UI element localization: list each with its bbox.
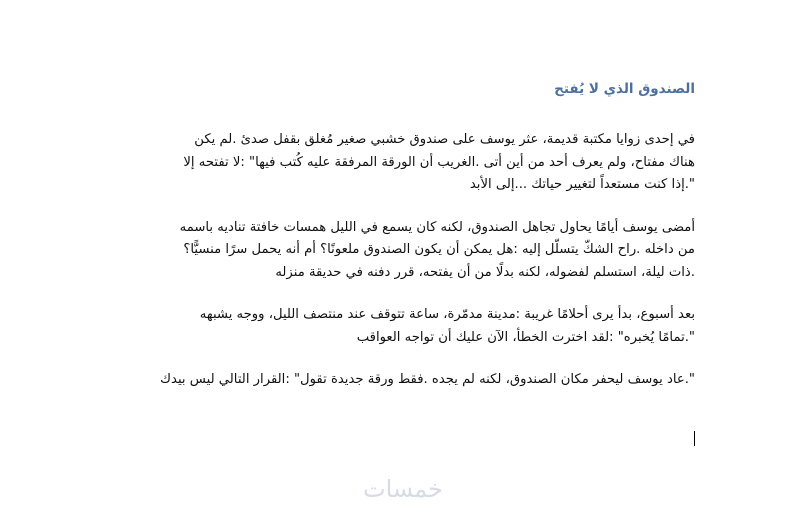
paragraph-1-line-3: ".إذا كنت مستعداً لتغيير حياتك ...إلى الأبد [469, 177, 695, 192]
document-title: الصندوق الذي لا يُفتح [554, 81, 695, 97]
paragraph-3-line-1: بعد أسبوع، بدأ يرى أحلامًا غريبة :مدينة مدمّرة، ساعة تتوقف عند منتصف الليل، ووجه يشبهه [199, 307, 695, 322]
paragraph-1 [107, 129, 695, 197]
paragraph-4-line-1: ".عاد يوسف ليحفر مكان الصندوق، لكنه لم يجده .فقط ورقة جديدة تقول" :القرار التالي ليس بيدك [160, 372, 695, 387]
text-cursor [694, 431, 695, 446]
document-content[interactable] [107, 78, 695, 392]
paragraph-2-line-2: من داخله .راح الشكّ يتسلّل إليه :هل يمكن أن يكون الصندوق ملعونًا؟ أم أنه يحمل سرًا منسيًّا؟ [183, 242, 695, 257]
paragraph-2 [107, 217, 695, 285]
paragraph-2-line-3: .ذات ليلة، استسلم لفضوله، لكنه بدلًا من أن يفتحه، قرر دفنه في حديقة منزله [275, 264, 695, 280]
watermark-logo: خمسات [362, 475, 444, 503]
paragraph-2-line-1: أمضى يوسف أيامًا يحاول تجاهل الصندوق، لكنه كان يسمع في الليل همسات خافتة تناديه باسمه [179, 219, 695, 235]
paragraph-4 [107, 369, 695, 392]
paragraph-3 [107, 304, 695, 349]
paragraph-1-line-2: هناك مفتاح، ولم يعرف أحد من أين أتى .الغريب أن الورقة المرفقة عليه كُتب فيها" :لا تفتحه إلا [183, 154, 695, 170]
paragraph-3-line-2: ".تمامًا يُخبره" :لقد اخترت الخطأ، الآن عليك أن تواجه العواقب [356, 329, 695, 345]
paragraph-1-line-1: في إحدى زوايا مكتبة قديمة، عثر يوسف على صندوق خشبي صغير مُغلق بقفل صدئ .لم يكن [194, 132, 695, 147]
